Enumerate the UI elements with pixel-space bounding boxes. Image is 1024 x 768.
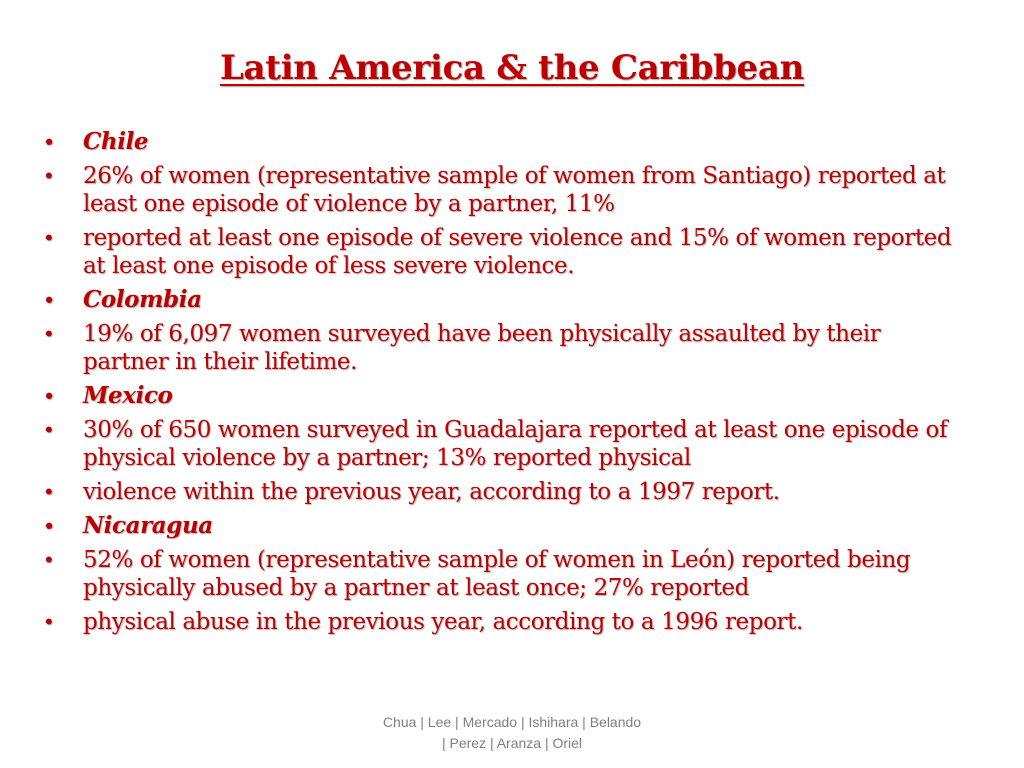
slide-title: Latin America & the Caribbean — [219, 48, 805, 88]
bullet-icon: • — [45, 225, 53, 250]
list-item-text: reported at least one episode of severe violence and 15% of women reported at least one episode of less severe violence. — [83, 225, 952, 279]
bullet-icon: • — [45, 287, 53, 312]
bullet-icon: • — [45, 513, 53, 538]
list-item — [40, 416, 970, 472]
list-item-country-colombia — [40, 286, 970, 314]
list-item-text: 26% of women (representative sample of women from Santiago) reported at least one episode of violence by a partner, 11% — [83, 163, 946, 217]
list-item-country-mexico — [40, 382, 970, 410]
bullet-icon: • — [45, 609, 53, 634]
footer-authors — [352, 712, 672, 754]
bullet-icon: • — [45, 321, 53, 346]
list-item — [40, 162, 970, 218]
list-item-text: Colombia — [83, 286, 202, 313]
list-item-text: physical abuse in the previous year, according to a 1996 report. — [83, 609, 803, 635]
list-item-text: 52% of women (representative sample of women in León) reported being physically abused by a partner at least once; 27% reported — [83, 547, 911, 601]
list-item-country-chile — [40, 128, 970, 156]
bullet-list — [40, 128, 970, 642]
bullet-icon: • — [45, 129, 53, 154]
list-item-country-nicaragua — [40, 512, 970, 540]
footer-line-2: | Perez | Aranza | Oriel — [441, 735, 583, 751]
bullet-icon: • — [45, 383, 53, 408]
bullet-icon: • — [45, 417, 53, 442]
list-item-text: violence within the previous year, according to a 1997 report. — [83, 479, 780, 505]
list-item-text: Nicaragua — [83, 512, 213, 539]
list-item — [40, 320, 970, 376]
list-item-text: 30% of 650 women surveyed in Guadalajara reported at least one episode of physical violence by a partner; 13% reported physical — [83, 417, 948, 471]
list-item — [40, 224, 970, 280]
bullet-icon: • — [45, 479, 53, 504]
bullet-icon: • — [45, 163, 53, 188]
bullet-icon: • — [45, 547, 53, 572]
list-item-text: Mexico — [83, 382, 173, 409]
list-item-text: Chile — [83, 128, 149, 155]
list-item — [40, 608, 970, 636]
footer-line-1: Chua | Lee | Mercado | Ishihara | Belando — [382, 714, 642, 730]
list-item — [40, 478, 970, 506]
list-item — [40, 546, 970, 602]
list-item-text: 19% of 6,097 women surveyed have been physically assaulted by their partner in their lifetime. — [83, 321, 881, 375]
